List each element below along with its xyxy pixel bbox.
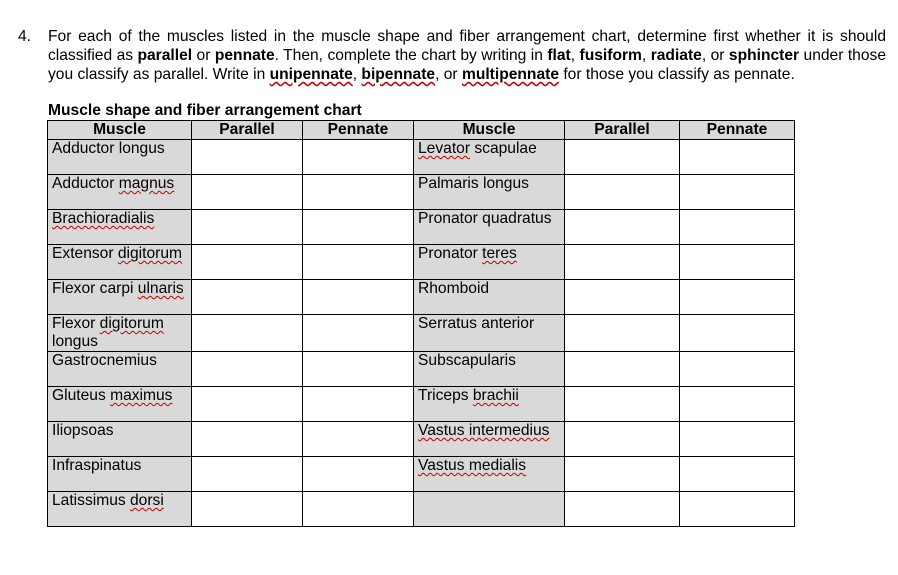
answer-cell-pennate-left[interactable] (303, 422, 414, 457)
table-row (48, 245, 795, 280)
answer-cell-parallel-right[interactable] (565, 210, 680, 245)
answer-cell-parallel-left[interactable] (192, 387, 303, 422)
answer-cell-parallel-right[interactable] (565, 175, 680, 210)
muscle-name-part: Adductor longus (52, 140, 165, 157)
question-text-run: For each of the muscles listed in the muscle shape and fiber arrangement chart, determine first whether it is should classified as (48, 28, 886, 64)
answer-cell-parallel-right[interactable] (565, 352, 680, 387)
muscle-name-right (414, 245, 565, 280)
answer-cell-pennate-left[interactable] (303, 352, 414, 387)
answer-cell-pennate-right[interactable] (680, 175, 795, 210)
answer-cell-pennate-right[interactable] (680, 245, 795, 280)
muscle-name-part: teres (482, 245, 517, 262)
answer-cell-parallel-right[interactable] (565, 457, 680, 492)
muscle-name-part: digitorum (117, 245, 183, 262)
muscle-name-part: Serratus anterior (418, 315, 535, 332)
muscle-name-part: ulnaris (137, 280, 184, 297)
muscle-name-right (414, 387, 565, 422)
muscle-name-part: Adductor (52, 175, 119, 192)
question-text-run: , (352, 66, 362, 83)
muscle-name-part: Pronator quadratus (418, 210, 552, 227)
muscle-name-part: Flexor carpi (52, 280, 138, 297)
muscle-name-part: scapulae (470, 140, 537, 157)
answer-cell-parallel-left[interactable] (192, 210, 303, 245)
muscle-name-part: brachii (472, 387, 519, 404)
muscle-name-right (414, 352, 565, 387)
answer-cell-pennate-left[interactable] (303, 210, 414, 245)
muscle-name-part: magnus (118, 175, 175, 192)
answer-cell-parallel-right[interactable] (565, 140, 680, 175)
muscle-chart-table (47, 120, 795, 527)
question-number: 4. (18, 28, 32, 45)
answer-cell-parallel-left[interactable] (192, 457, 303, 492)
header-pennate-left: Pennate (303, 121, 414, 140)
answer-cell-pennate-right[interactable] (680, 315, 795, 352)
answer-cell-pennate-right[interactable] (680, 352, 795, 387)
keyword: radiate (650, 47, 702, 64)
answer-cell-parallel-left[interactable] (192, 175, 303, 210)
answer-cell-parallel-left[interactable] (192, 422, 303, 457)
table-row (48, 492, 795, 527)
question-text-run: , or (435, 66, 462, 83)
question-text-run: , (570, 47, 580, 64)
muscle-name-part: Vastus intermedius (418, 422, 550, 439)
table-row (48, 140, 795, 175)
answer-cell-parallel-left[interactable] (192, 280, 303, 315)
chart-body (48, 140, 795, 527)
muscle-name-part: Infraspinatus (52, 457, 142, 474)
header-parallel-right: Parallel (565, 121, 680, 140)
answer-cell-pennate-left[interactable] (303, 280, 414, 315)
table-row (48, 280, 795, 315)
muscle-name-part: Palmaris longus (418, 175, 529, 192)
header-pennate-right: Pennate (680, 121, 795, 140)
muscle-name-left (48, 492, 192, 527)
answer-cell-parallel-left[interactable] (192, 315, 303, 352)
answer-cell-parallel-right[interactable] (565, 280, 680, 315)
muscle-name-left (48, 210, 192, 245)
question-text-run: or (192, 47, 215, 64)
answer-cell-pennate-left[interactable] (303, 140, 414, 175)
muscle-name-left (48, 457, 192, 492)
table-row (48, 315, 795, 352)
answer-cell-pennate-left[interactable] (303, 387, 414, 422)
keyword-underlined: multipennate (461, 66, 559, 83)
muscle-name-part: Levator (418, 140, 471, 157)
question-text-run: , (641, 47, 651, 64)
answer-cell-pennate-right[interactable] (680, 457, 795, 492)
muscle-name-part: Gastrocnemius (52, 352, 157, 369)
table-row (48, 210, 795, 245)
table-row (48, 175, 795, 210)
muscle-name-right (414, 280, 565, 315)
muscle-name-right (414, 210, 565, 245)
muscle-name-left (48, 245, 192, 280)
answer-cell-pennate-right[interactable] (680, 422, 795, 457)
muscle-name-part: Triceps (418, 387, 473, 404)
keyword: fusiform (579, 47, 642, 64)
muscle-name-part: longus (52, 333, 98, 350)
question-text-run: , or (701, 47, 729, 64)
muscle-name-left (48, 140, 192, 175)
answer-cell-pennate-right[interactable] (680, 140, 795, 175)
muscle-name-right (414, 492, 565, 527)
answer-cell-parallel-right[interactable] (565, 315, 680, 352)
answer-cell-pennate-left[interactable] (303, 315, 414, 352)
answer-cell-pennate-left[interactable] (303, 457, 414, 492)
answer-cell-pennate-right[interactable] (680, 280, 795, 315)
question-text (48, 27, 886, 84)
header-row (48, 121, 795, 140)
answer-cell-parallel-right[interactable] (565, 492, 680, 527)
muscle-name-part: Latissimus (52, 492, 130, 509)
answer-cell-pennate-right[interactable] (680, 492, 795, 527)
muscle-name-left (48, 280, 192, 315)
keyword-underlined: bipennate (361, 66, 436, 83)
header-muscle-left: Muscle (48, 121, 192, 140)
answer-cell-parallel-right[interactable] (565, 245, 680, 280)
muscle-name-part: Rhomboid (418, 280, 490, 297)
muscle-name-right (414, 175, 565, 210)
answer-cell-pennate-left[interactable] (303, 245, 414, 280)
table-row (48, 457, 795, 492)
answer-cell-parallel-right[interactable] (565, 387, 680, 422)
answer-cell-parallel-left[interactable] (192, 245, 303, 280)
chart-title: Muscle shape and fiber arrangement chart (48, 102, 362, 119)
muscle-name-part: Gluteus (52, 387, 111, 404)
muscle-name-left (48, 387, 192, 422)
answer-cell-pennate-left[interactable] (303, 175, 414, 210)
answer-cell-parallel-left[interactable] (192, 492, 303, 527)
answer-cell-parallel-left[interactable] (192, 140, 303, 175)
muscle-name-part: Vastus medialis (418, 457, 527, 474)
muscle-name-part: Brachioradialis (52, 210, 155, 227)
muscle-name-part: Flexor (52, 315, 100, 332)
muscle-name-part: Extensor (52, 245, 118, 262)
keyword: sphincter (728, 47, 800, 64)
muscle-name-right (414, 422, 565, 457)
question-4 (18, 27, 886, 84)
muscle-name-right (414, 315, 565, 352)
muscle-name-part: Subscapularis (418, 352, 516, 369)
question-text-run: for those you classify as pennate. (559, 66, 795, 83)
muscle-name-left (48, 315, 192, 352)
muscle-name-part: maximus (110, 387, 173, 404)
muscle-name-part: Pronator (418, 245, 483, 262)
keyword: flat (547, 47, 571, 64)
muscle-name-part: Iliopsoas (52, 422, 114, 439)
question-text-run: . Then, complete the chart by writing in (274, 47, 548, 64)
header-parallel-left: Parallel (192, 121, 303, 140)
muscle-name-right (414, 140, 565, 175)
muscle-name-left (48, 422, 192, 457)
answer-cell-pennate-left[interactable] (303, 492, 414, 527)
answer-cell-parallel-right[interactable] (565, 422, 680, 457)
keyword-underlined: unipennate (269, 66, 353, 83)
muscle-name-part: dorsi (130, 492, 164, 509)
keyword: parallel (137, 47, 193, 64)
keyword: pennate (214, 47, 275, 64)
muscle-name-right (414, 457, 565, 492)
header-muscle-right: Muscle (414, 121, 565, 140)
table-row (48, 387, 795, 422)
table-row (48, 422, 795, 457)
table-row (48, 352, 795, 387)
muscle-name-left (48, 352, 192, 387)
answer-cell-parallel-left[interactable] (192, 352, 303, 387)
answer-cell-pennate-right[interactable] (680, 210, 795, 245)
muscle-name-part: digitorum (99, 315, 164, 332)
answer-cell-pennate-right[interactable] (680, 387, 795, 422)
question-text-run: under those you classify as parallel. Write in (48, 47, 886, 83)
muscle-name-left (48, 175, 192, 210)
